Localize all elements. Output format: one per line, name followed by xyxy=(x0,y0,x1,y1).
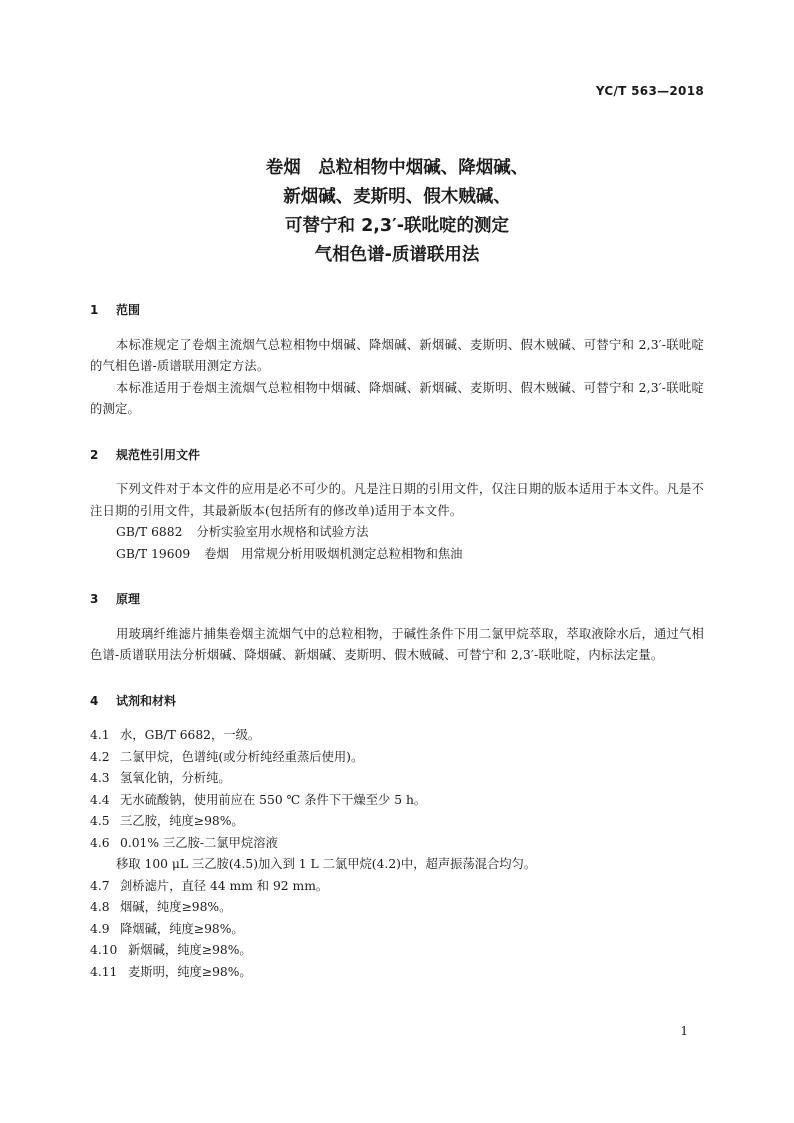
item-text: 剑桥滤片，直径 44 mm 和 92 mm。 xyxy=(120,878,329,893)
list-item xyxy=(90,833,704,855)
item-text: 二氯甲烷，色谱纯(或分析纯经重蒸后使用)。 xyxy=(120,749,364,764)
section-title: 范围 xyxy=(116,303,141,317)
document-title xyxy=(0,154,794,270)
item-number: 4.7 xyxy=(90,878,110,893)
title-line: 可替宁和 2,3′-联吡啶的测定 xyxy=(285,216,509,236)
page-number: 1 xyxy=(680,1024,688,1038)
section-heading-normative xyxy=(90,445,704,467)
section-title: 规范性引用文件 xyxy=(116,447,201,462)
item-text: 水，GB/T 6682，一级。 xyxy=(120,728,261,742)
reference-entry xyxy=(90,544,704,566)
item-number: 4.11 xyxy=(90,964,118,979)
section-heading-scope xyxy=(90,300,704,322)
item-number: 4.2 xyxy=(90,749,110,764)
document-content xyxy=(90,300,704,983)
item-number: 4.4 xyxy=(90,792,110,807)
title-line: 卷烟 总粒相物中烟碱、降烟碱、 xyxy=(265,158,529,178)
item-number: 4.10 xyxy=(90,943,118,957)
reagent-list xyxy=(90,725,704,983)
title-line: 新烟碱、麦斯明、假木贼碱、 xyxy=(283,187,511,207)
reference-title: 分析实验室用水规格和试验方法 xyxy=(196,525,369,539)
paragraph: 本标准规定了卷烟主流烟气总粒相物中烟碱、降烟碱、新烟碱、麦斯明、假木贼碱、可替宁和 2,3′-联吡啶的气相色谱-质谱联用测定方法。 xyxy=(90,337,704,373)
section-number: 3 xyxy=(90,592,99,606)
item-number: 4.3 xyxy=(90,771,110,785)
section-title: 原理 xyxy=(116,592,141,606)
section-body-normative xyxy=(90,479,704,565)
list-item xyxy=(90,897,704,919)
item-text: 新烟碱，纯度≥98%。 xyxy=(128,943,252,957)
paragraph: 用玻璃纤维滤片捕集卷烟主流烟气中的总粒相物，于碱性条件下用二氯甲烷萃取，萃取液除水后，通过气相色谱-质谱联用法分析烟碱、降烟碱、新烟碱、麦斯明、假木贼碱、可替宁和 2,3′-联吡啶，内标法定量。 xyxy=(90,626,704,662)
list-item xyxy=(90,747,704,769)
section-number: 2 xyxy=(90,447,99,462)
section-number: 4 xyxy=(90,693,99,708)
list-item xyxy=(90,940,704,962)
item-text: 0.01% 三乙胺-二氯甲烷溶液 xyxy=(120,835,278,850)
document-code: YC/T 563—2018 xyxy=(595,84,704,98)
reference-title: 卷烟 用常规分析用吸烟机测定总粒相物和焦油 xyxy=(204,546,463,561)
list-item xyxy=(90,811,704,833)
section-heading-principle xyxy=(90,589,704,611)
paragraph: 下列文件对于本文件的应用是必不可少的。凡是注日期的引用文件，仅注日期的版本适用于本文件。凡是不注日期的引用文件，其最新版本(包括所有的修改单)适用于本文件。 xyxy=(90,482,704,518)
list-item xyxy=(90,790,704,812)
title-line: 气相色谱-质谱联用法 xyxy=(314,245,480,265)
reference-entry xyxy=(90,522,704,544)
list-item xyxy=(90,768,704,790)
section-number: 1 xyxy=(90,303,99,317)
item-text: 麦斯明，纯度≥98%。 xyxy=(128,964,252,979)
section-body-scope xyxy=(90,335,704,421)
item-number: 4.8 xyxy=(90,900,110,914)
section-body-principle xyxy=(90,624,704,667)
list-item xyxy=(90,876,704,898)
item-text: 降烟碱，纯度≥98%。 xyxy=(120,921,244,936)
item-text: 三乙胺，纯度≥98%。 xyxy=(120,814,244,828)
item-text: 无水硫酸钠，使用前应在 550 ℃ 条件下干燥至少 5 h。 xyxy=(120,792,427,807)
item-number: 4.1 xyxy=(90,728,110,742)
paragraph: 本标准适用于卷烟主流烟气总粒相物中烟碱、降烟碱、新烟碱、麦斯明、假木贼碱、可替宁和 2,3′-联吡啶的测定。 xyxy=(90,380,704,416)
item-text: 烟碱，纯度≥98%。 xyxy=(120,900,232,914)
item-text: 氢氧化钠，分析纯。 xyxy=(120,771,231,785)
reference-code: GB/T 6882 xyxy=(116,525,183,539)
section-title: 试剂和材料 xyxy=(116,693,177,708)
reference-code: GB/T 19609 xyxy=(116,546,191,561)
section-heading-reagents xyxy=(90,691,704,713)
item-detail: 移取 100 μL 三乙胺(4.5)加入到 1 L 二氯甲烷(4.2)中，超声振荡混合均匀。 xyxy=(116,857,537,871)
item-number: 4.6 xyxy=(90,835,110,850)
item-number: 4.9 xyxy=(90,921,110,936)
list-item xyxy=(90,962,704,984)
list-item xyxy=(90,725,704,747)
item-number: 4.5 xyxy=(90,814,110,828)
list-item xyxy=(90,919,704,941)
